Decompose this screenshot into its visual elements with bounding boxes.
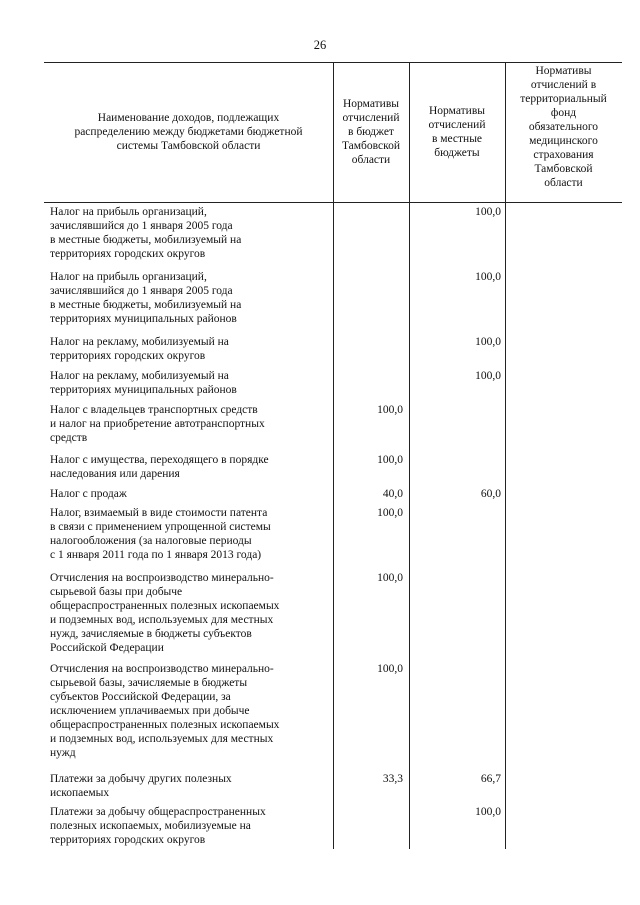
regional-rate: 100,0 <box>377 507 403 519</box>
revenue-name: Платежи за добычу других полезных ископаемых <box>50 773 232 799</box>
local-rate: 100,0 <box>475 206 501 218</box>
revenue-name: Налог с владельцев транспортных средств и налог на приобретение автотранспортных средств <box>50 404 265 444</box>
local-rate: 100,0 <box>475 370 501 382</box>
revenue-name: Платежи за добычу общераспространенных полезных ископаемых, мобилизуемые на территориях городских округов <box>50 806 266 846</box>
regional-rate: 100,0 <box>377 663 403 675</box>
local-rate: 66,7 <box>480 773 501 785</box>
regional-rate: 33,3 <box>382 773 403 785</box>
revenue-name: Отчисления на воспроизводство минерально- сырьевой базы, зачисляемые в бюджеты субъектов Российской Федерации, за исключением уплачиваемых при добыче общераспространенных полезных ископаемых и подземных вод, используемых для местных нужд <box>50 663 280 759</box>
revenue-name: Налог на прибыль организаций, зачислявшийся до 1 января 2005 года в местные бюджеты, мобилизуемый на территориях муниципальных районов <box>50 271 242 325</box>
local-rate: 100,0 <box>475 336 501 348</box>
local-rate: 60,0 <box>480 488 501 500</box>
header-revenue-name: Наименование доходов, подлежащих распределению между бюджетами бюджетной системы Тамбовской области <box>74 112 303 152</box>
revenue-name: Налог на прибыль организаций, зачислявшийся до 1 января 2005 года в местные бюджеты, мобилизуемый на территориях городских округов <box>50 206 242 260</box>
header-medical-insurance-fund: Нормативы отчислений в территориальный фонд обязательного медицинского страхования Тамбовской области <box>520 65 607 189</box>
revenue-name: Отчисления на воспроизводство минерально- сырьевой базы при добыче общераспространенных полезных ископаемых и подземных вод, используемых для местных нужд, зачисляемые в бюджеты субъектов Российской Федерации <box>50 572 280 654</box>
regional-rate: 100,0 <box>377 454 403 466</box>
revenue-distribution-table <box>44 62 622 849</box>
revenue-name: Налог на рекламу, мобилизуемый на территориях городских округов <box>50 336 229 362</box>
local-rate: 100,0 <box>475 806 501 818</box>
local-rate: 100,0 <box>475 271 501 283</box>
regional-rate: 100,0 <box>377 404 403 416</box>
revenue-name: Налог на рекламу, мобилизуемый на территориях муниципальных районов <box>50 370 237 396</box>
regional-rate: 100,0 <box>377 572 403 584</box>
page-number: 26 <box>313 38 327 52</box>
header-local-budgets: Нормативы отчислений в местные бюджеты <box>428 105 486 159</box>
regional-rate: 40,0 <box>382 488 403 500</box>
revenue-name: Налог с имущества, переходящего в порядке наследования или дарения <box>50 454 269 480</box>
revenue-name: Налог, взимаемый в виде стоимости патента в связи с применением упрощенной системы налогообложения (за налоговые периоды с 1 января 2011 года по 1 января 2013 года) <box>50 507 271 561</box>
header-regional-budget: Нормативы отчислений в бюджет Тамбовской области <box>341 98 401 166</box>
revenue-name: Налог с продаж <box>50 488 127 500</box>
